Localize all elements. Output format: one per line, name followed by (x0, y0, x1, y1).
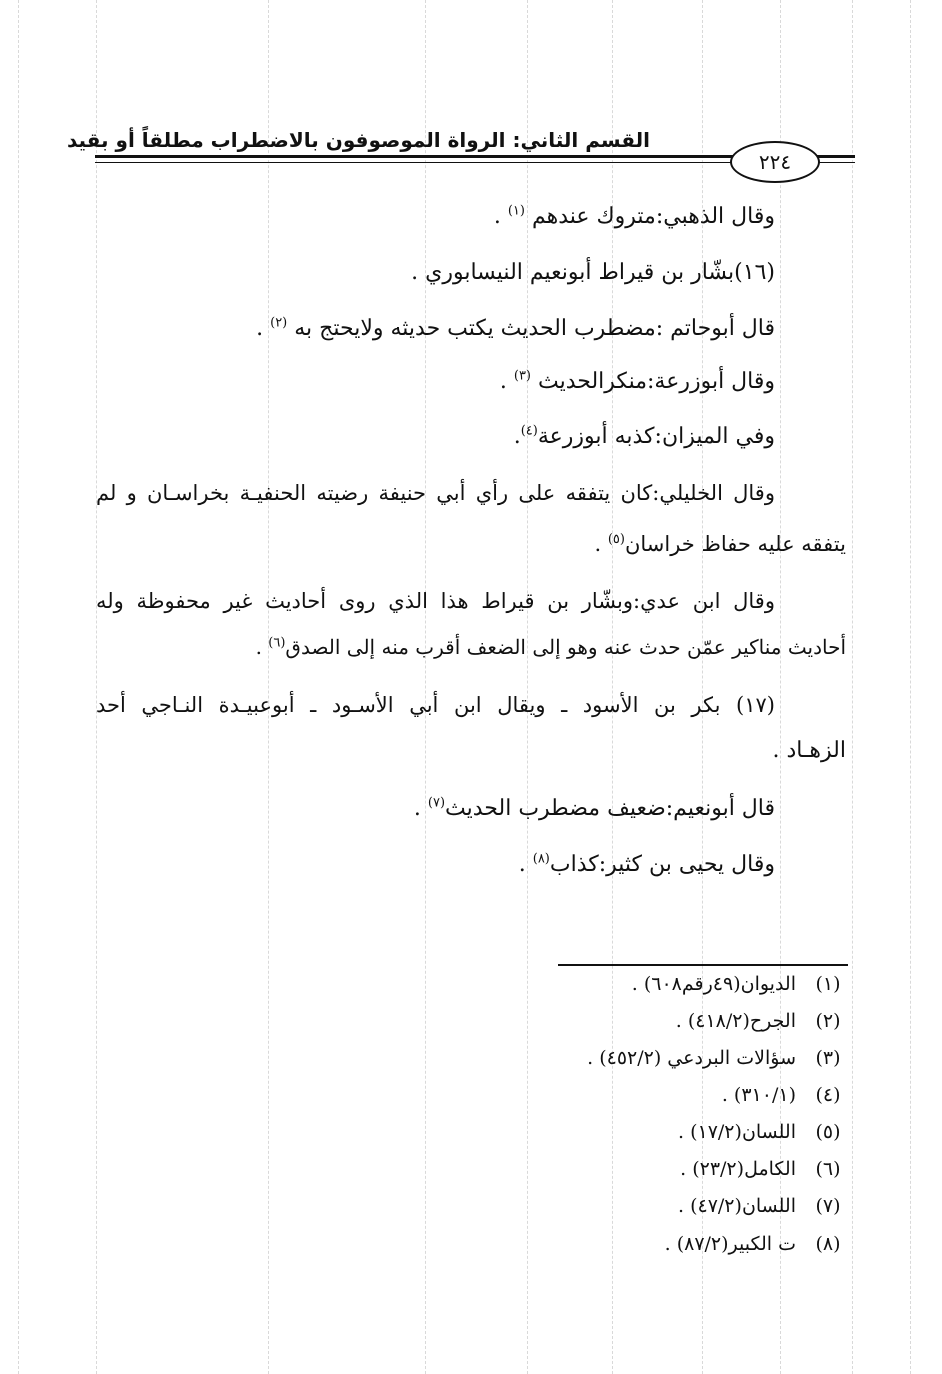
body-line-5 (510, 420, 775, 454)
line-text: الزهـاد . (772, 738, 846, 763)
footnote-number: (٨) (815, 1233, 841, 1255)
footnote-number: (٤) (815, 1084, 841, 1106)
line-end: . (518, 852, 533, 877)
line-text: وقال ابن عدي:وبشّار بن قيراط هذا الذي روى أحاديث غير محفوظة وله (96, 589, 775, 613)
body-line-12 (370, 792, 775, 826)
footnote-text: (٣١٠/١) . (721, 1084, 796, 1106)
footnote-ref: (٥) (607, 532, 625, 547)
line-text: وقال يحيى بن كثير:كذاب (549, 852, 775, 877)
body-line-13 (480, 848, 775, 882)
footnote-ref: (٨) (532, 851, 550, 867)
footnote-ref: (٣) (513, 368, 531, 384)
line-text: وقال الخليلي:كان يتفقه على رأي أبي حنيفة رضيته الحنفيـة بخراسـان و لم (96, 481, 775, 505)
entry-heading-16: (١٦)بشّار بن قيراط أبونعيم النيسابوري . (411, 260, 775, 285)
body-line-2 (380, 256, 775, 290)
entry-heading-17: (١٧) بكر بن الأسود ـ ويقال ابن أبي الأسـود ـ أبوعبيـدة النـاجي أحد (96, 693, 775, 717)
footnote-ref: (٧) (427, 795, 446, 811)
line-text: يتفقه عليه حفاظ خراسان (624, 532, 846, 556)
footnote-number: (٥) (815, 1121, 841, 1143)
body-line-6 (96, 476, 775, 510)
line-end: . (413, 796, 428, 821)
footnote-text: اللسان(١٧/٢) . (678, 1121, 796, 1143)
footnote-item (300, 1005, 848, 1037)
footnote-item (300, 1079, 848, 1111)
footnote-ref: (٦) (268, 635, 286, 651)
footnote-text: ت الكبير(٨٧/٢) . (664, 1233, 796, 1255)
line-text: قال أبوحاتم :مضطرب الحديث يكتب حديثه ولايحتج به (287, 316, 775, 341)
body-line-3 (205, 312, 775, 346)
footnote-ref: (٢) (270, 315, 288, 331)
line-end: . (256, 316, 271, 341)
line-text: وفي الميزان:كذبه أبوزرعة (537, 424, 775, 449)
footnote-item (300, 1190, 848, 1222)
footnote-number: (٦) (815, 1158, 841, 1180)
footnote-separator (558, 964, 848, 966)
line-text: أحاديث مناكير عمّن حدث عنه وهو إلى الضعف أقرب منه إلى الصدق (285, 635, 846, 659)
footnote-item (300, 1228, 848, 1260)
body-line-7 (545, 527, 846, 561)
footnote-item (300, 968, 848, 1000)
footnote-item (300, 1153, 848, 1185)
footnote-text: سؤالات البردعي (٤٥٢/٢) . (587, 1047, 796, 1069)
line-text: قال أبونعيم:ضعيف مضطرب الحديث (445, 796, 775, 821)
footnote-number: (١) (815, 973, 841, 995)
footnote-number: (٢) (815, 1010, 841, 1032)
line-end: . (255, 635, 269, 659)
footnote-text: الكامل(٢٣/٢) . (680, 1158, 796, 1180)
line-text: وقال الذهبي:متروك عندهم (524, 204, 775, 229)
footnote-ref: (٤) (520, 423, 538, 439)
line-end: . (493, 204, 508, 229)
line-end: . (513, 424, 521, 449)
body-line-8 (96, 584, 775, 618)
footnote-text: الديوان(٤٩رقم٦٠٨) . (631, 973, 796, 995)
footnote-number: (٧) (815, 1195, 841, 1217)
running-header-title: القسم الثاني: الرواة الموصوفون بالاضطراب مطلقاً أو بقيد (66, 128, 650, 152)
footnote-ref: (١) (507, 203, 525, 219)
body-line-9 (150, 630, 846, 664)
page-number-badge: ٢٢٤ (730, 141, 820, 183)
body-line-11 (740, 734, 846, 768)
footnote-text: اللسان(٤٧/٢) . (678, 1195, 796, 1217)
line-end: . (594, 532, 608, 556)
footnote-item (300, 1116, 848, 1148)
body-line-4 (455, 365, 775, 399)
footnote-number: (٣) (815, 1047, 841, 1069)
body-line-1 (420, 200, 775, 234)
body-line-10 (96, 688, 775, 722)
line-text: وقال أبوزرعة:منكرالحديث (531, 369, 775, 394)
footnote-text: الجرح(٤١٨/٢) . (675, 1010, 796, 1032)
line-end: . (499, 369, 514, 394)
footnote-item (300, 1042, 848, 1074)
